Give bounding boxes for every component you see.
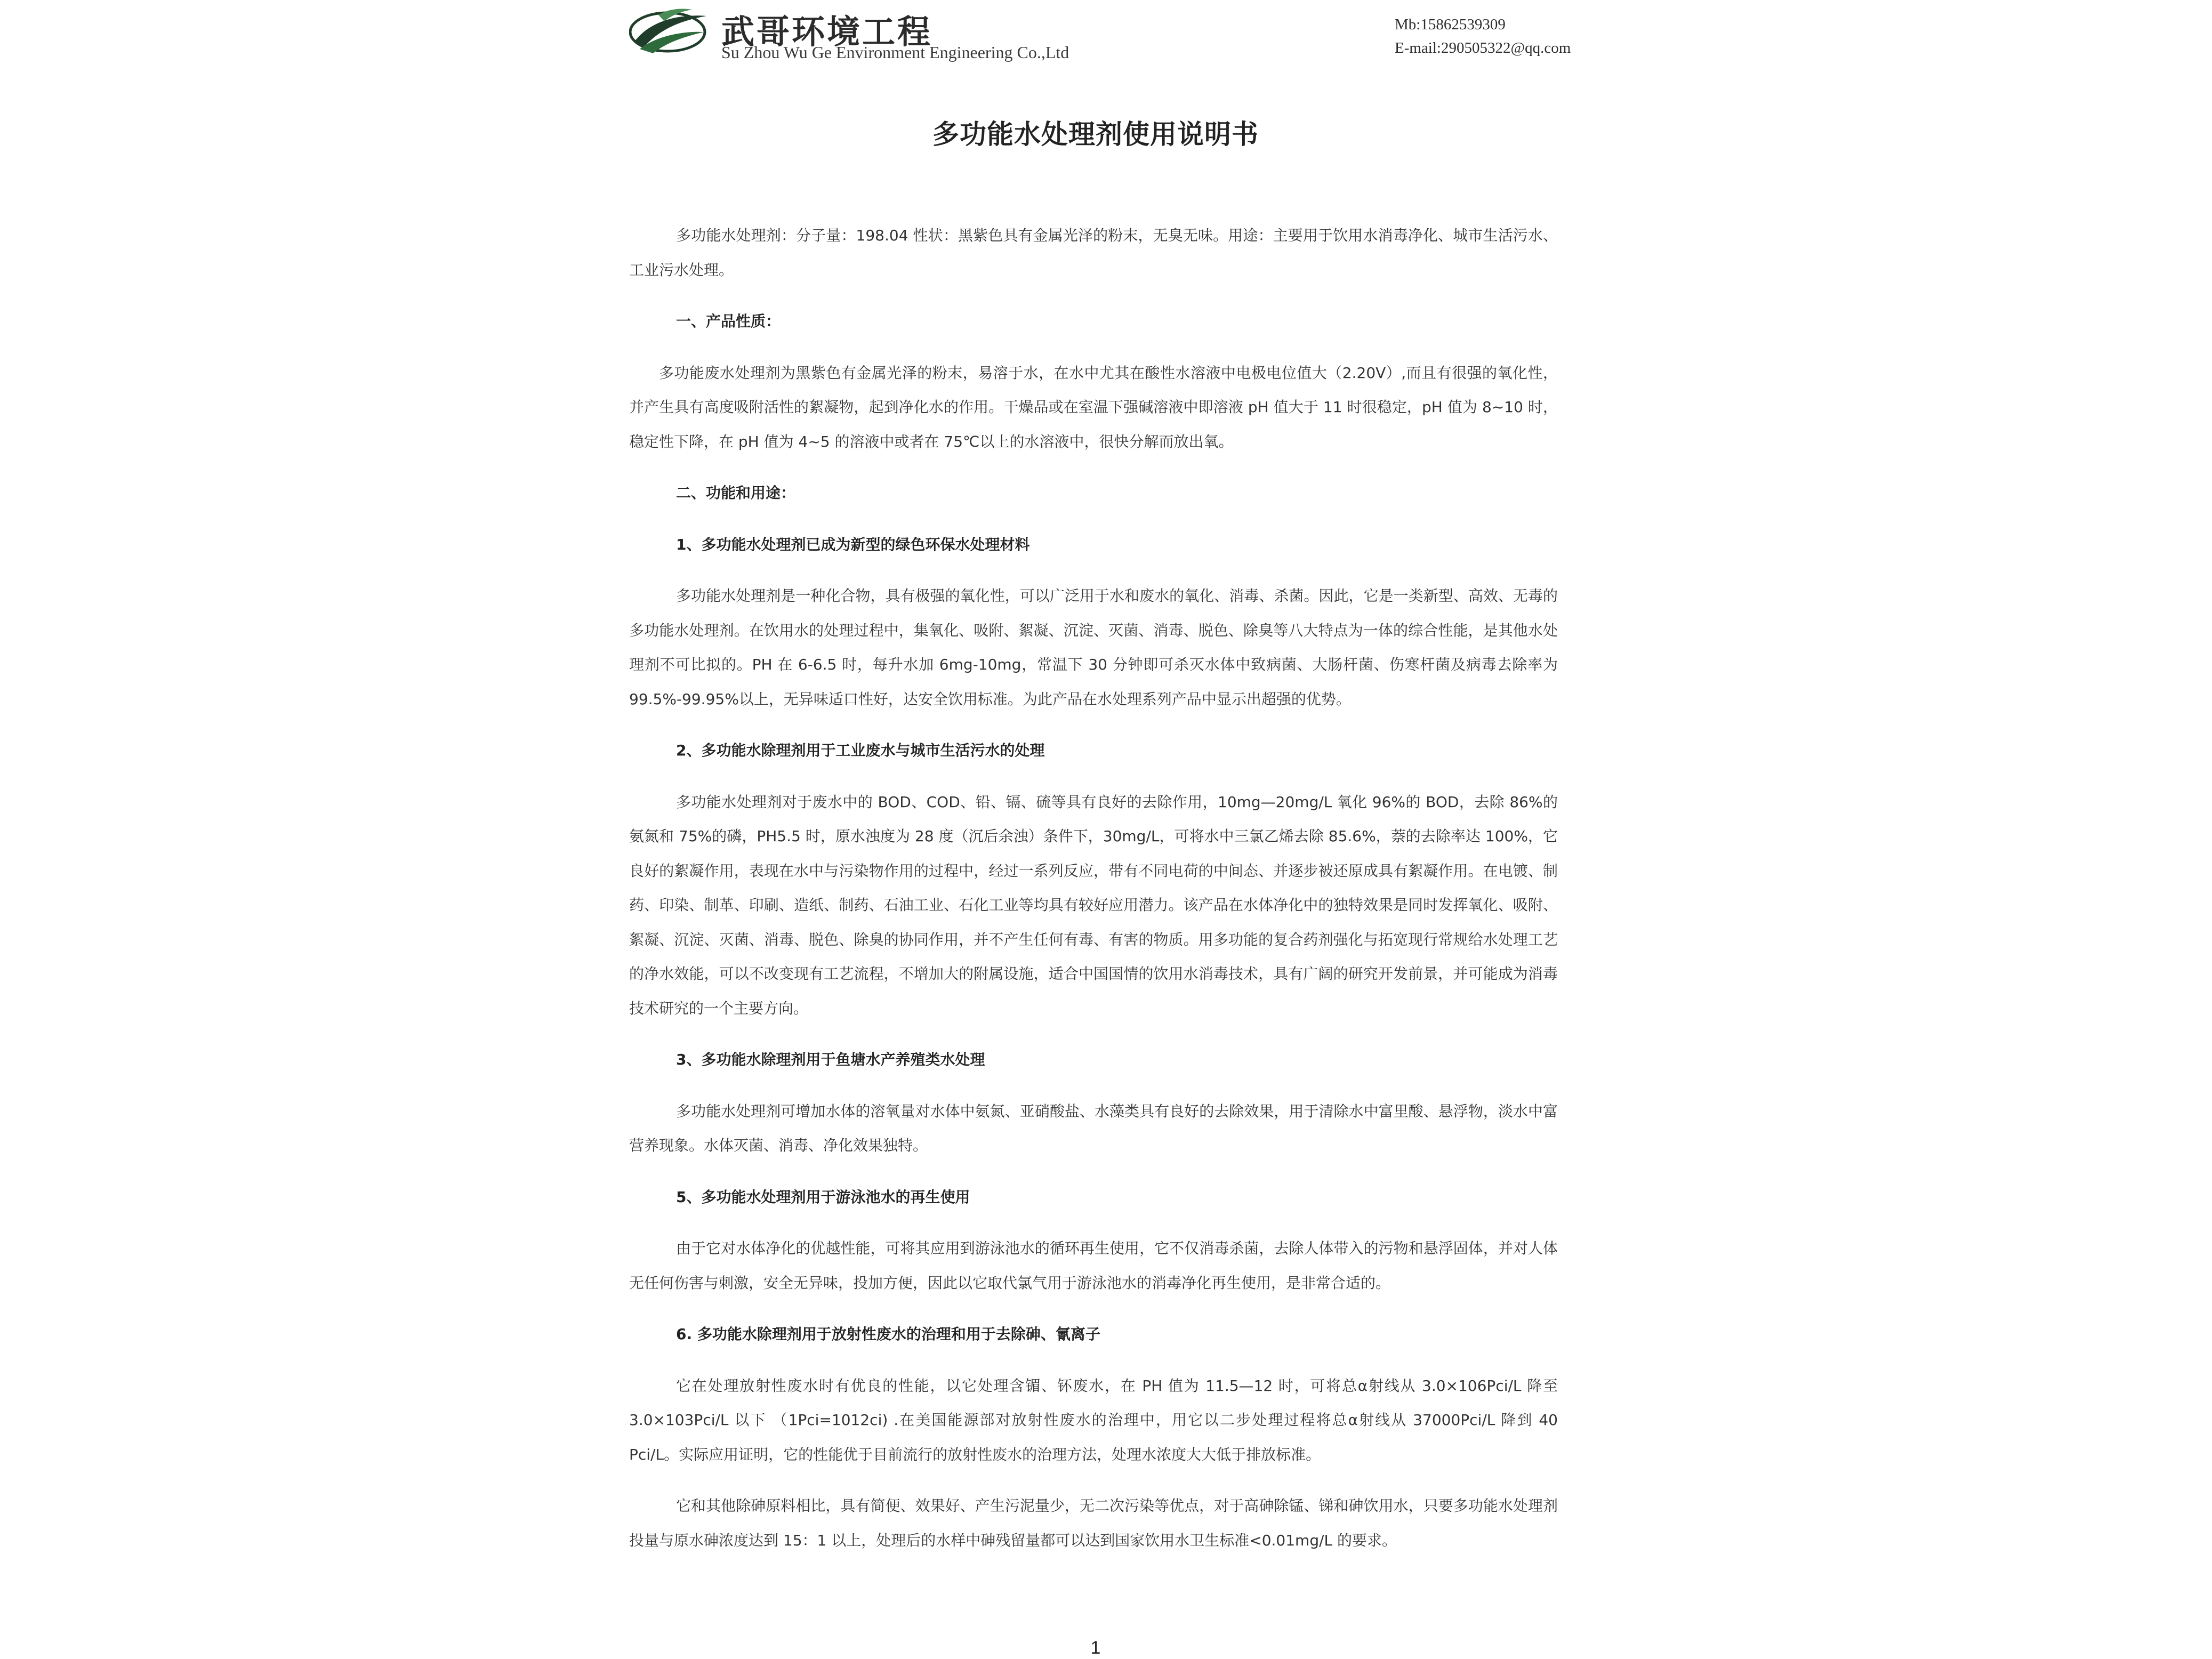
item-paragraph-5: 由于它对水体净化的优越性能，可将其应用到游泳池水的循环再生使用，它不仅消毒杀菌，去除人体带入的污物和悬浮固体，并对人体无任何伤害与刺激，安全无异味，投加方便，因此以它取代氯气用于游泳池水的消毒净化再生使用，是非常合适的。 bbox=[629, 1239, 1558, 1292]
company-name-english: Su Zhou Wu Ge Environment Engineering Co.,Ltd bbox=[721, 43, 1069, 62]
contact-info bbox=[1395, 13, 1571, 60]
document-title: 多功能水处理剂使用说明书 bbox=[932, 119, 1259, 150]
item-heading-2: 2、多功能水除理剂用于工业废水与城市生活污水的处理 bbox=[676, 742, 1045, 759]
item-paragraph-1: 多功能水处理剂是一种化合物，具有极强的氧化性，可以广泛用于水和废水的氧化、消毒、杀菌。因此，它是一类新型、高效、无毒的多功能水处理剂。在饮用水的处理过程中，集氧化、吸附、絮凝、沉淀、灭菌、消毒、脱色、除臭等八大特点为一体的综合性能，是其他水处理剂不可比拟的。PH 在 6-6.5 时，每升水加 6mg-10mg，常温下 30 分钟即可杀灭水体中致病菌、大肠杆菌、伤寒杆菌及病毒去除率为 99.5%-99.95%以上，无异味适口性好，达安全饮用标准。为此产品在水处理系列产品中显示出超强的优势。 bbox=[629, 587, 1558, 708]
mobile-number: Mb:15862539309 bbox=[1395, 16, 1506, 33]
intro-paragraph: 多功能水处理剂：分子量：198.04 性状：黑紫色具有金属光泽的粉末，无臭无味。用途：主要用于饮用水消毒净化、城市生活污水、工业污水处理。 bbox=[629, 227, 1558, 279]
section-heading-product-properties: 一、产品性质： bbox=[676, 312, 781, 330]
document-page bbox=[629, 0, 1589, 1659]
item-heading-5: 5、多功能水处理剂用于游泳池水的再生使用 bbox=[676, 1188, 970, 1206]
document-body bbox=[629, 219, 1558, 1575]
item-heading-1: 1、多功能水处理剂已成为新型的绿色环保水处理材料 bbox=[676, 535, 1030, 553]
item-paragraph-3: 多功能水处理剂可增加水体的溶氧量对水体中氨氮、亚硝酸盐、水藻类具有良好的去除效果，用于清除水中富里酸、悬浮物，淡水中富营养现象。水体灭菌、消毒、净化效果独特。 bbox=[629, 1102, 1558, 1154]
item-heading-6: 6. 多功能水除理剂用于放射性废水的治理和用于去除砷、氰离子 bbox=[676, 1325, 1100, 1343]
swoosh-leaf-logo-icon bbox=[629, 4, 709, 60]
item-heading-3: 3、多功能水除理剂用于鱼塘水产养殖类水处理 bbox=[676, 1051, 985, 1068]
item-paragraph-6: 它在处理放射性废水时有优良的性能，以它处理含镅、钚废水，在 PH 值为 11.5—12 时，可将总α射线从 3.0×106Pci/L 降至 3.0×103Pci/L 以下 （1Pci=1012ci) .在美国能源部对放射性废水的治理中，用它以二步处理过程将总α射线从 37000Pci/L 降到 40 Pci/L。实际应用证明，它的性能优于目前流行的放射性废水的治理方法，处理水浓度大大低于排放标准。 bbox=[629, 1376, 1558, 1463]
letterhead bbox=[629, 4, 1589, 63]
section-heading-functions: 二、功能和用途： bbox=[676, 484, 796, 502]
company-name-chinese: 武哥环境工程 bbox=[721, 12, 933, 51]
item-paragraph-2: 多功能水处理剂对于废水中的 BOD、COD、铅、镉、硫等具有良好的去除作用，10mg—20mg/L 氧化 96%的 BOD，去除 86%的氨氮和 75%的磷，PH5.5 时，原水浊度为 28 度（沉后余浊）条件下，30mg/L，可将水中三氯乙烯去除 85.6%，萘的去除率达 100%，它良好的絮凝作用，表现在水中与污染物作用的过程中，经过一系列反应，带有不同电荷的中间态、并逐步被还原成具有絮凝作用。在电镀、制药、印染、制革、印刷、造纸、制药、石油工业、石化工业等均具有较好应用潜力。该产品在水体净化中的独特效果是同时发挥氧化、吸附、絮凝、沉淀、灭菌、消毒、脱色、除臭的协同作用，并不产生任何有毒、有害的物质。用多功能的复合药剂强化与拓宽现行常规给水处理工艺的净水效能，可以不改变现有工艺流程，不增加大的附属设施，适合中国国情的饮用水消毒技术，具有广阔的研究开发前景，并可能成为消毒技术研究的一个主要方向。 bbox=[629, 793, 1558, 1017]
product-properties-paragraph: 多功能废水处理剂为黑紫色有金属光泽的粉末，易溶于水，在水中尤其在酸性水溶液中电极电位值大（2.20V）,而且有很强的氧化性，并产生具有高度吸附活性的絮凝物，起到净化水的作用。干燥品或在室温下强碱溶液中即溶液 pH 值大于 11 时很稳定，pH 值为 8~10 时，稳定性下降，在 pH 值为 4~5 的溶液中或者在 75℃以上的水溶液中，很快分解而放出氧。 bbox=[629, 364, 1558, 450]
item-paragraph-6-continued: 它和其他除砷原料相比，具有简便、效果好、产生污泥量少，无二次污染等优点，对于高砷除锰、锑和砷饮用水，只要多功能水处理剂投量与原水砷浓度达到 15：1 以上，处理后的水样中砷残留量都可以达到国家饮用水卫生标准<0.01mg/L 的要求。 bbox=[629, 1497, 1558, 1549]
page-number: 1 bbox=[1090, 1638, 1101, 1658]
email-address: E-mail:290505322@qq.com bbox=[1395, 39, 1571, 57]
